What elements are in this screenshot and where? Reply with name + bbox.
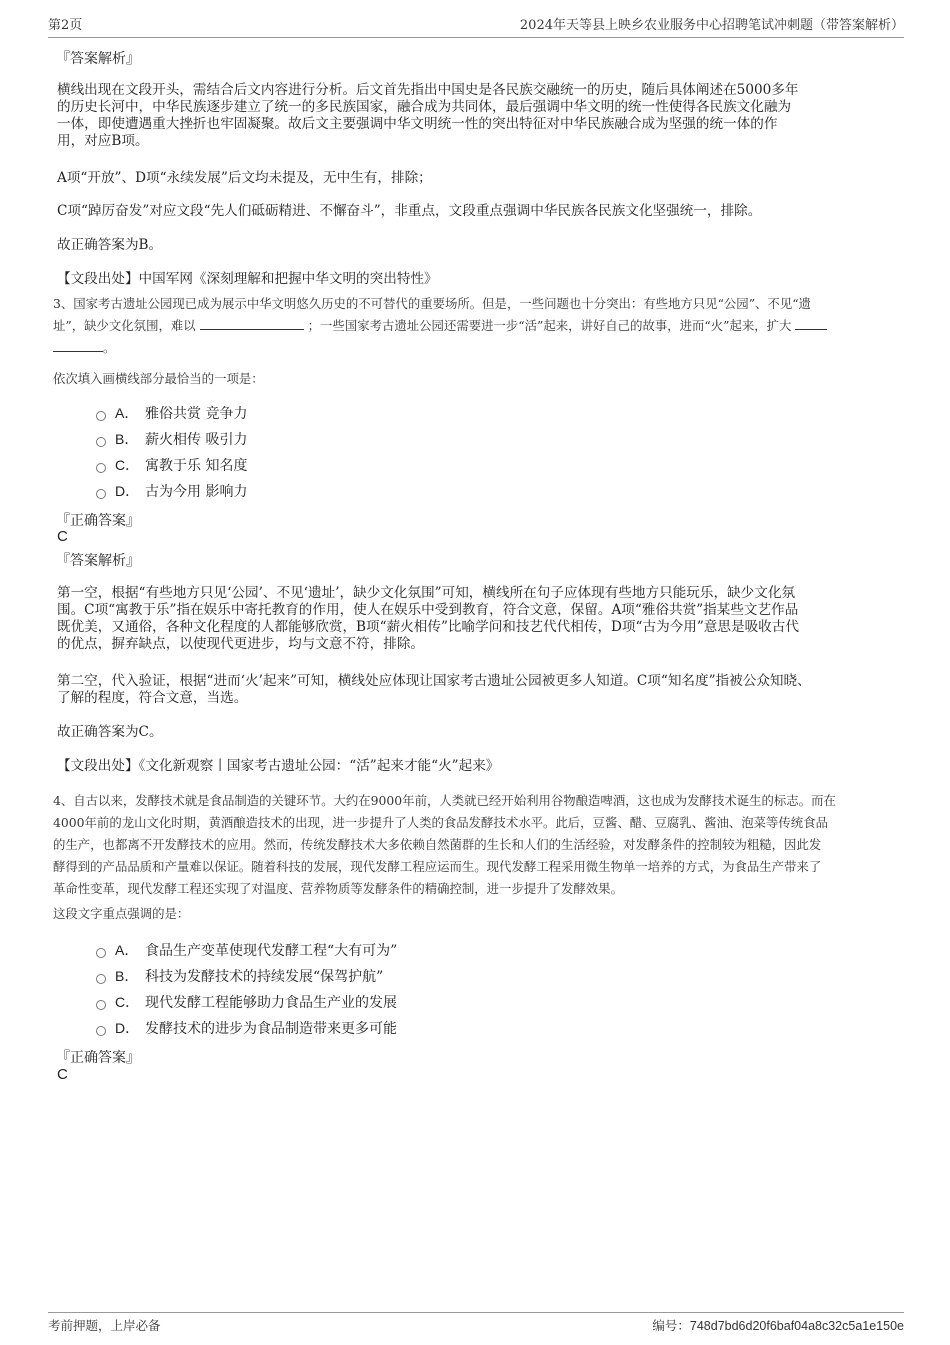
text-line: 酵得到的产品品质和产量难以保证。随着科技的发展，现代发酵工程应运而生。现代发酵工程采用微生物单一培养的方式，为食品生产带来了 [53,859,822,874]
option-letter: B． [115,968,139,984]
q2-analysis-paragraph-3: C项“踔厉奋发”对应文段“先人们砥砺精进、不懈奋斗”，非重点，文段重点强调中华民族各民族文化坚强统一，排除。 [57,203,762,219]
q4-option-c[interactable] [96,989,397,1015]
text-line: 了解的程度，符合文意，当选。 [57,690,248,706]
q3-answer: C [57,528,68,545]
q4-answer-label: 『正确答案』 [56,1050,140,1066]
option-letter: A． [115,942,139,958]
text-line: 用，对应B项。 [57,133,149,149]
radio-icon[interactable] [96,411,106,421]
option-text: 寓教于乐 知名度 [145,458,248,474]
q4-options [96,937,397,1041]
q2-analysis-label: 『答案解析』 [56,51,140,67]
q3-option-c[interactable] [96,452,247,478]
text-line [53,315,903,337]
option-text: 发酵技术的进步为食品制造带来更多可能 [145,1021,397,1037]
q4-option-a[interactable] [96,937,397,963]
q3-option-b[interactable] [96,426,247,452]
text-line: 的优点，摒弃缺点，以使现代更进步，均与文意不符，排除。 [57,636,425,652]
fill-blank-2-continued [53,339,103,352]
document-code [652,1316,904,1334]
fill-blank-1 [200,317,304,330]
q3-stem [53,293,903,359]
radio-icon[interactable] [96,437,106,447]
q3-option-d[interactable] [96,478,247,504]
text-line: 的历史长河中，中华民族逐步建立了统一的多民族国家，融合成为共同体，最后强调中华文明的统一性使得各民族文化融为 [57,99,792,115]
text-line: 3、国家考古遗址公园现已成为展示中华文明悠久历史的不可替代的重要场所。但是，一些问题也十分突出：有些地方只见“公园”、不见“遗 [53,296,811,311]
q3-analysis-label: 『答案解析』 [56,553,140,569]
radio-icon[interactable] [96,463,106,473]
option-letter: B． [115,431,139,447]
text-line: 革命性变革，现代发酵工程还实现了对温度、营养物质等发酵条件的精确控制，进一步提升了发酵效果。 [53,881,623,896]
radio-icon[interactable] [96,974,106,984]
q3-prompt: 依次填入画横线部分最恰当的一项是： [53,371,264,386]
text-segment: 址”，缺少文化氛围，难以 [53,318,196,333]
radio-icon[interactable] [96,489,106,499]
q2-analysis-paragraph-1 [57,82,897,150]
text-line: 横线出现在文段开头，需结合后文内容进行分析。后文首先指出中国史是各民族交融统一的历史，随后具体阐述在5000多年 [57,82,799,98]
option-letter: D． [115,483,140,499]
text-line: 第一空，根据“有些地方只见‘公园’、不见‘遗址’，缺少文化氛围”可知，横线所在句子应体现有些地方只能玩乐，缺少文化氛 [57,585,796,601]
q3-option-a[interactable] [96,400,247,426]
text-line [53,337,903,359]
option-letter: C． [115,457,140,473]
radio-icon[interactable] [96,1026,106,1036]
option-letter: C． [115,994,140,1010]
text-line: 4、自古以来，发酵技术就是食品制造的关键环节。大约在9000年前，人类就已经开始利用谷物酿造啤酒，这也成为发酵技术诞生的标志。而在 [53,793,836,808]
text-line: 4000年前的龙山文化时期，黄酒酿造技术的出现，进一步提升了人类的食品发酵技术水平。此后，豆酱、醋、豆腐乳、酱油、泡菜等传统食品 [53,815,828,830]
option-text: 雅俗共赏 竞争力 [145,406,248,422]
q2-source: 【文段出处】中国军网《深刻理解和把握中华文明的突出特性》 [57,271,438,287]
q3-analysis-paragraph-2 [57,673,897,707]
q4-option-d[interactable] [96,1015,397,1041]
text-segment: 。 [103,340,116,355]
option-text: 现代发酵工程能够助力食品生产业的发展 [145,995,397,1011]
q3-source: 【文段出处】《文化新观察丨国家考古遗址公园：“活”起来才能“火”起来》 [57,758,500,774]
text-line: 既优美，又通俗，各种文化程度的人都能够欣赏，B项“薪火相传”比喻学问和技艺代代相传，D项“古为今用”意思是吸收古代 [57,619,799,635]
q3-answer-label: 『正确答案』 [56,513,140,529]
page-footer [48,1312,904,1334]
text-line: 围。C项“寓教于乐”指在娱乐中寄托教育的作用，使人在娱乐中受到教育，符合文意，保留。A项“雅俗共赏”指某些文艺作品 [57,602,799,618]
fill-blank-2 [795,317,827,330]
radio-icon[interactable] [96,1000,106,1010]
q2-conclusion: 故正确答案为B。 [57,237,163,253]
option-letter: A． [115,405,139,421]
page-number: 第2页 [48,18,83,33]
footer-slogan: 考前押题，上岸必备 [48,1318,161,1333]
q4-stem [53,790,903,900]
q3-options [96,400,247,504]
document-title: 2024年天等县上映乡农业服务中心招聘笔试冲刺题（带答案解析） [519,18,904,33]
page-header [48,14,904,38]
q4-option-b[interactable] [96,963,397,989]
q4-answer: C [57,1066,68,1083]
q4-prompt: 这段文字重点强调的是： [53,906,190,921]
option-text: 科技为发酵技术的持续发展“保驾护航” [145,969,384,985]
radio-icon[interactable] [96,948,106,958]
q3-conclusion: 故正确答案为C。 [57,724,163,740]
q3-analysis-paragraph-1 [57,585,897,653]
text-line: 一体，即使遭遇重大挫折也牢固凝聚。故后文主要强调中华文明统一性的突出特征对中华民族融合成为坚强的统一体的作 [57,116,778,132]
text-line: 的生产，也都离不开发酵技术的应用。然而，传统发酵技术大多依赖自然菌群的生长和人们的生活经验，对发酵条件的控制较为粗糙，因此发 [53,837,822,852]
option-text: 薪火相传 吸引力 [145,432,248,448]
option-text: 食品生产变革使现代发酵工程“大有可为” [145,943,398,959]
code-value: 748d7bd6d20f6baf04a8c32c5a1e150e [689,1319,904,1333]
option-letter: D． [115,1020,140,1036]
code-label: 编号： [652,1318,690,1333]
q2-analysis-paragraph-2: A项“开放”、D项“永续发展”后文均未提及，无中生有，排除； [57,170,432,186]
option-text: 古为今用 影响力 [145,484,248,500]
text-line: 第二空，代入验证，根据“进而‘火’起来”可知，横线处应体现让国家考古遗址公园被更多人知道。C项“知名度”指被公众知晓、 [57,673,811,689]
text-segment: ；一些国家考古遗址公园还需要进一步“活”起来，讲好自己的故事，进而“火”起来，扩大 [307,318,792,333]
